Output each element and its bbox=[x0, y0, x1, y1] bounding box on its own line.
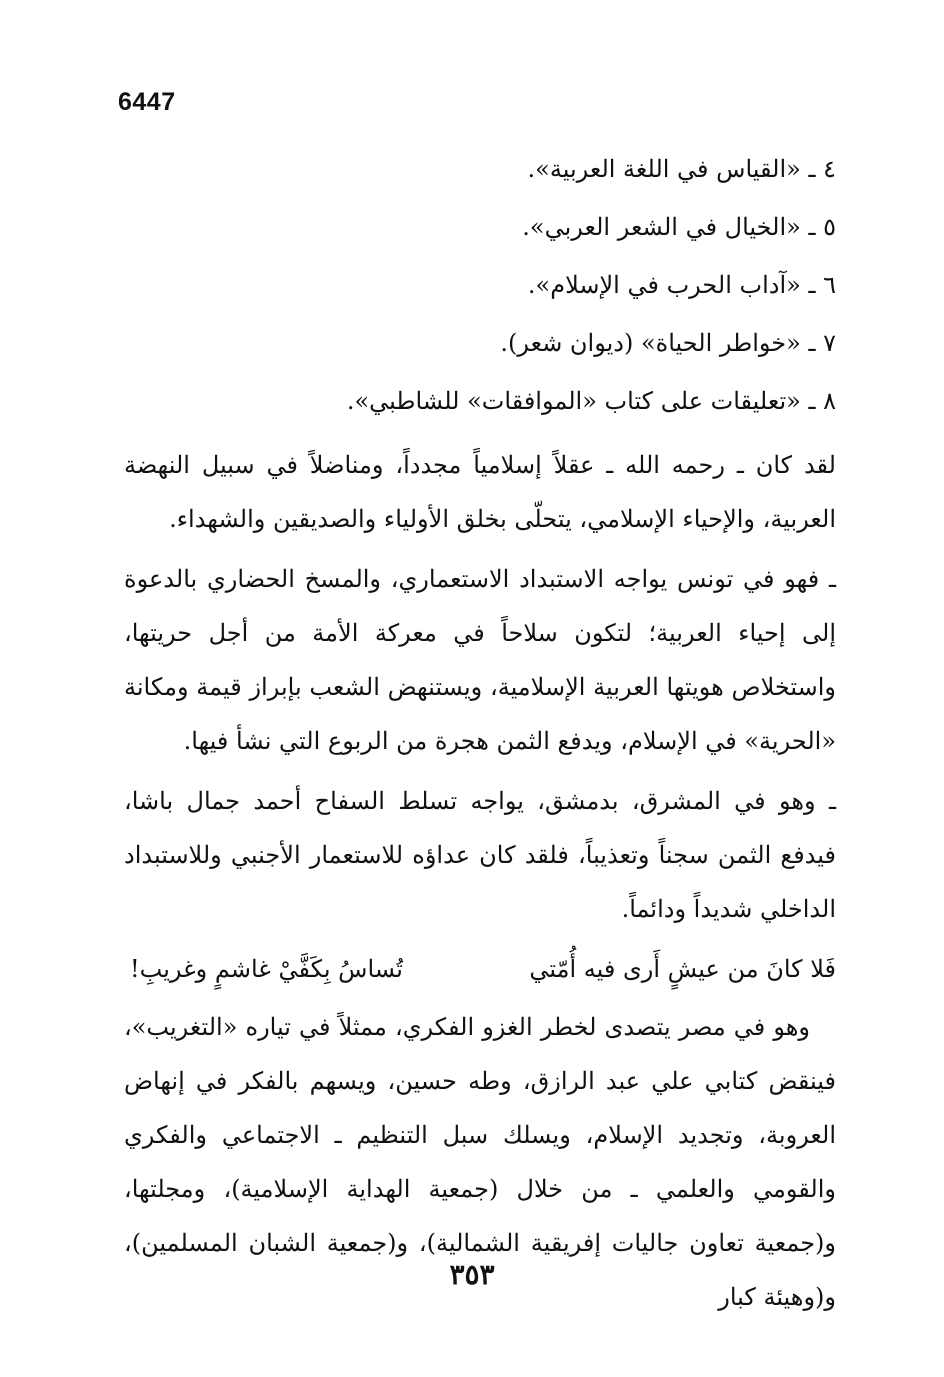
paragraph: وهو في مصر يتصدى لخطر الغزو الفكري، ممثلاً في تياره «التغريب»، فينقض كتابي علي عبد الرازق، وطه حسين، ويسهم بالفكر في إنهاض العروبة، وتجديد الإسلام، ويسلك سبل التنظيم ـ الاجتماعي والفكري والقومي والعلمي ـ من خلال (جمعية الهداية الإسلامية)، ومجلتها، و(جمعية تعاون جاليات إفريقية الشمالية)، و(جمعية الشبان المسلمين)، و(وهيئة كبار bbox=[124, 1013, 836, 1311]
verse-first-hemistich: فَلا كانَ من عيشٍ أَرى فيه أُمّتي bbox=[529, 955, 836, 983]
page-number: ٣٥٣ bbox=[449, 1258, 495, 1291]
paragraph: لقد كان ـ رحمه الله ـ عقلاً إسلامياً مجدداً، ومناضلاً في سبيل النهضة العربية، والإحياء الإسلامي، يتحلّى بخلق الأولياء والصديقين والشهداء. bbox=[124, 451, 836, 533]
list-item: ٨ ـ «تعليقات على كتاب «الموافقات» للشاطبي». bbox=[346, 387, 836, 415]
page-body bbox=[124, 140, 836, 1324]
page-id: 6447 bbox=[118, 88, 176, 116]
paragraph: ـ وهو في المشرق، بدمشق، يواجه تسلط السفاح أحمد جمال باشا، فيدفع الثمن سجناً وتعذيباً، فلقد كان عداؤه للاستعمار الأجنبي وللاستبداد الداخلي شديداً ودائماً. bbox=[124, 787, 836, 923]
list-item: ٦ ـ «آداب الحرب في الإسلام». bbox=[527, 271, 836, 299]
list-item: ٥ ـ «الخيال في الشعر العربي». bbox=[522, 213, 836, 241]
verse-second-hemistich: تُساسُ بِكَفَّيْ غاشمٍ وغريبِ! bbox=[130, 955, 403, 983]
paragraph: ـ فهو في تونس يواجه الاستبداد الاستعماري، والمسخ الحضاري بالدعوة إلى إحياء العربية؛ لتكون سلاحاً في معركة الأمة من أجل حريتها، واستخلاص هويتها العربية الإسلامية، ويستنهض الشعب بإبراز قيمة ومكانة «الحرية» في الإسلام، ويدفع الثمن هجرة من الربوع التي نشأ فيها. bbox=[124, 565, 836, 755]
list-item: ٤ ـ «القياس في اللغة العربية». bbox=[527, 155, 836, 183]
list-item: ٧ ـ «خواطر الحياة» (ديوان شعر). bbox=[500, 329, 836, 357]
works-list bbox=[124, 140, 836, 430]
poem-verse bbox=[124, 942, 836, 996]
